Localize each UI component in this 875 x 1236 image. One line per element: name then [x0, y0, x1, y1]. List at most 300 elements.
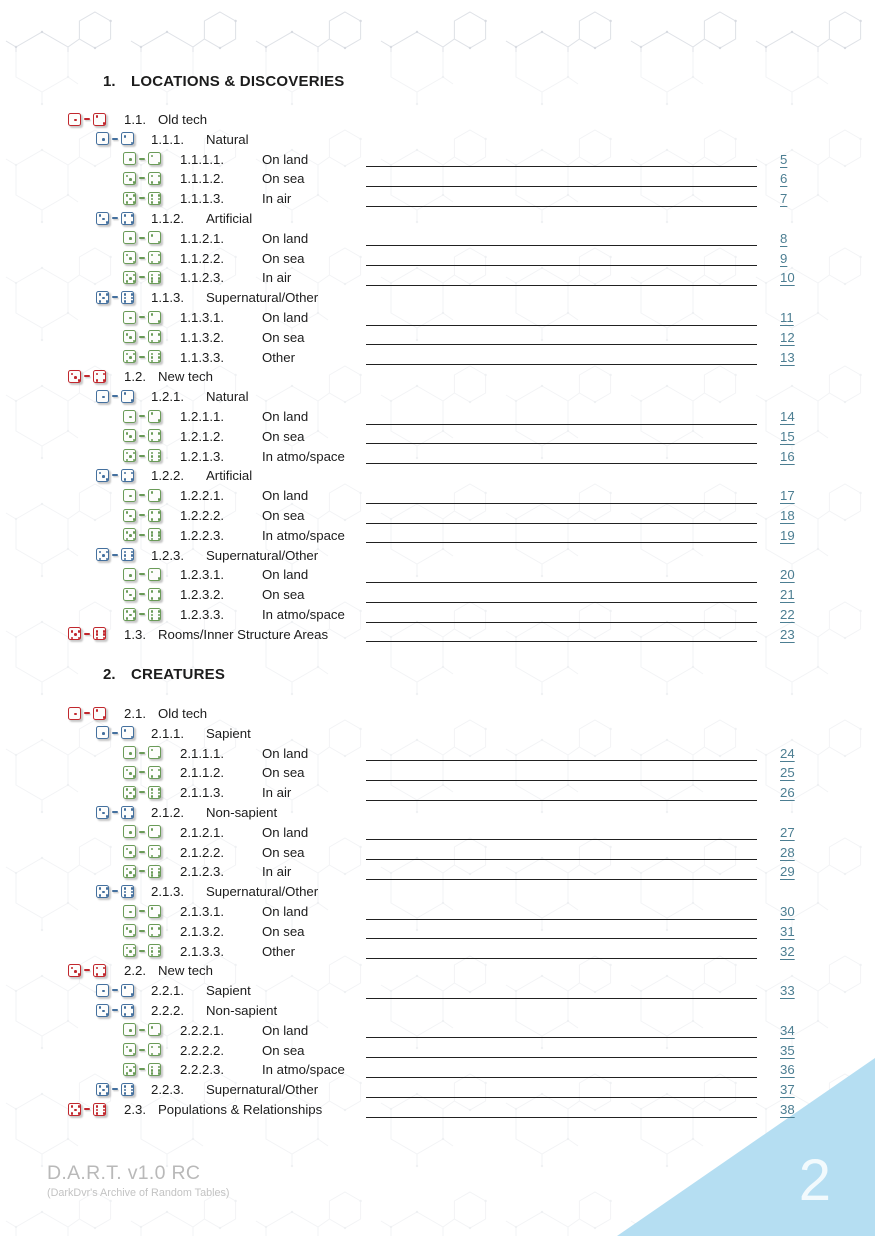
range-dash-icon: [84, 1108, 90, 1110]
die-6-icon: [148, 528, 161, 541]
die-pip: [158, 855, 161, 858]
die-pip: [129, 1069, 132, 1072]
die-pip: [106, 478, 109, 481]
toc-row: [0, 1101, 875, 1121]
die-pip: [151, 874, 154, 877]
toc-row: [0, 249, 875, 269]
die-4-icon: [148, 429, 161, 442]
dice-range-icon: [123, 172, 161, 185]
die-3-icon: [123, 172, 136, 185]
row-label: On land: [262, 488, 309, 504]
die-1-icon: [123, 1023, 136, 1036]
row-label: On land: [262, 1022, 309, 1038]
die-2-icon: [148, 152, 161, 165]
die-3-icon: [96, 1004, 109, 1017]
toc-row: [0, 467, 875, 487]
die-pip: [131, 551, 134, 554]
die-2-icon: [93, 707, 106, 720]
die-pip: [102, 812, 105, 815]
page-link[interactable]: 18: [780, 508, 795, 523]
die-3-icon: [123, 251, 136, 264]
die-pip: [131, 300, 134, 303]
page-link[interactable]: 23: [780, 626, 795, 642]
die-pip: [158, 280, 161, 283]
page-link[interactable]: 30: [780, 904, 795, 919]
die-5-icon: [123, 1063, 136, 1076]
die-3-icon: [123, 766, 136, 779]
die-pip: [151, 181, 154, 184]
die-pip: [102, 396, 105, 399]
die-pip: [103, 716, 106, 719]
dice-range-icon: [123, 845, 161, 858]
row-number: 1.2.: [124, 369, 146, 385]
die-pip: [129, 871, 132, 874]
page-link[interactable]: 34: [780, 1022, 795, 1038]
page-link[interactable]: 15: [780, 428, 795, 444]
die-pip: [151, 1066, 154, 1069]
die-pip: [124, 887, 127, 890]
die-1-icon: [123, 410, 136, 423]
die-pip: [158, 432, 161, 435]
die-pip: [103, 373, 106, 376]
toc-row: [0, 804, 875, 824]
die-pip: [158, 1053, 161, 1056]
row-number: 1.2.1.3.: [180, 448, 224, 464]
die-2-icon: [121, 132, 134, 145]
page-link[interactable]: 31: [780, 923, 795, 939]
die-pip: [151, 571, 154, 574]
page-link[interactable]: 16: [780, 448, 795, 464]
toc-row: [0, 566, 875, 586]
die-pip: [151, 194, 154, 197]
toc-row: [0, 823, 875, 843]
page-link[interactable]: 27: [780, 824, 795, 840]
range-dash-icon: [112, 732, 118, 734]
page-link[interactable]: 32: [780, 943, 795, 959]
die-pip: [126, 280, 129, 283]
die-pip: [158, 261, 161, 264]
page-link[interactable]: 17: [780, 488, 795, 504]
die-pip: [126, 511, 129, 514]
page-link[interactable]: 28: [780, 844, 795, 860]
die-pip: [151, 274, 154, 277]
row-number: 1.2.2.3.: [180, 527, 224, 543]
dice-range-icon: [123, 271, 161, 284]
row-number: 2.1.2.2.: [180, 844, 224, 860]
die-pip: [158, 914, 161, 917]
toc-row: [0, 170, 875, 190]
die-pip: [151, 855, 154, 858]
die-pip: [133, 855, 136, 858]
row-number: 1.1.1.1.: [180, 151, 224, 167]
dice-range-icon: [96, 885, 134, 898]
row-label: Old tech: [158, 112, 208, 127]
leader-line: [366, 447, 757, 464]
die-3-icon: [123, 845, 136, 858]
die-pip: [102, 891, 105, 894]
die-pip: [158, 1066, 161, 1069]
row-label: On land: [262, 409, 309, 424]
die-pip: [96, 1105, 99, 1108]
die-1-icon: [123, 489, 136, 502]
row-number: 1.2.2.1.: [180, 488, 224, 504]
row-label: On land: [262, 904, 309, 919]
row-number: 1.1.2.3.: [180, 270, 224, 286]
page-link[interactable]: 29: [780, 864, 795, 880]
page-link[interactable]: 6: [780, 171, 788, 187]
page-link[interactable]: 5: [780, 151, 788, 167]
dice-range-icon: [123, 865, 161, 878]
die-pip: [102, 732, 105, 735]
die-2-icon: [121, 726, 134, 739]
row-number: 1.1.3.2.: [180, 329, 224, 345]
toc-row: [0, 269, 875, 289]
range-dash-icon: [139, 257, 145, 259]
die-pip: [151, 848, 154, 851]
die-pip: [133, 788, 136, 791]
row-label: On land: [262, 151, 309, 167]
die-pip: [124, 1006, 127, 1009]
toc-row: [0, 427, 875, 447]
row-label: On land: [262, 310, 309, 325]
die-pip: [158, 868, 161, 871]
range-dash-icon: [84, 118, 90, 120]
die-pip: [131, 554, 134, 557]
row-number: 2.2.3.: [151, 1082, 184, 1098]
die-5-icon: [96, 548, 109, 561]
die-pip: [99, 808, 102, 811]
die-pip: [102, 554, 105, 557]
toc-row: [0, 764, 875, 784]
range-dash-icon: [112, 811, 118, 813]
die-pip: [158, 320, 161, 323]
row-label: Natural: [206, 131, 249, 147]
die-pip: [103, 122, 106, 125]
row-label: Supernatural/Other: [206, 547, 319, 563]
die-pip: [133, 452, 136, 455]
range-dash-icon: [139, 752, 145, 754]
die-pip: [124, 478, 127, 481]
row-number: 1.1.2.: [151, 211, 184, 226]
row-label: On sea: [262, 844, 305, 860]
die-pip: [133, 459, 136, 462]
leader-line: [366, 507, 757, 524]
row-number: 1.2.3.: [151, 547, 184, 563]
die-pip: [151, 1053, 154, 1056]
die-pip: [129, 1029, 132, 1032]
die-1-icon: [123, 311, 136, 324]
range-dash-icon: [139, 831, 145, 833]
range-dash-icon: [112, 217, 118, 219]
die-3-icon: [123, 429, 136, 442]
page-link[interactable]: 36: [780, 1062, 795, 1078]
row-label: New tech: [158, 963, 213, 979]
die-pip: [151, 610, 154, 613]
die-pip: [124, 1092, 127, 1095]
die-1-icon: [68, 113, 81, 126]
die-pip: [99, 472, 102, 475]
die-pip: [126, 360, 129, 363]
die-pip: [158, 175, 161, 178]
die-pip: [126, 874, 129, 877]
range-dash-icon: [112, 395, 118, 397]
die-5-icon: [123, 944, 136, 957]
die-pip: [151, 828, 154, 831]
dice-range-icon: [68, 964, 106, 977]
die-pip: [158, 577, 161, 580]
dice-range-icon: [96, 469, 134, 482]
leader-line: [366, 249, 757, 266]
leader-line: [366, 922, 757, 939]
page-link[interactable]: 24: [780, 745, 795, 761]
row-number: 2.3.: [124, 1102, 146, 1117]
page-link[interactable]: 9: [780, 250, 788, 266]
leader-line: [366, 170, 757, 187]
range-dash-icon: [84, 969, 90, 971]
page-link[interactable]: 25: [780, 765, 795, 781]
die-pip: [103, 1109, 106, 1112]
page-link[interactable]: 19: [780, 527, 795, 543]
die-pip: [133, 353, 136, 356]
die-6-icon: [121, 291, 134, 304]
die-pip: [131, 887, 134, 890]
die-pip: [131, 736, 134, 739]
row-label: Old tech: [158, 706, 208, 721]
die-pip: [151, 1072, 154, 1075]
toc-row: [0, 1081, 875, 1101]
die-pip: [129, 594, 132, 597]
page-link[interactable]: 7: [780, 191, 788, 207]
dice-range-icon: [123, 528, 161, 541]
die-pip: [151, 1046, 154, 1049]
dice-range-icon: [123, 489, 161, 502]
die-pip: [126, 432, 129, 435]
die-pip: [124, 894, 127, 897]
die-pip: [151, 280, 154, 283]
leader-line: [366, 1061, 757, 1078]
die-4-icon: [121, 212, 134, 225]
page-link[interactable]: 12: [780, 329, 795, 345]
page-link[interactable]: 33: [780, 983, 795, 999]
page-link[interactable]: 20: [780, 567, 795, 583]
die-pip: [129, 950, 132, 953]
die-pip: [102, 218, 105, 221]
die-pip: [74, 633, 77, 636]
die-pip: [131, 221, 134, 224]
range-dash-icon: [84, 375, 90, 377]
die-pip: [126, 274, 129, 277]
die-pip: [126, 194, 129, 197]
row-label: Artificial: [206, 211, 253, 226]
die-pip: [96, 1109, 99, 1112]
die-pip: [129, 574, 132, 577]
leader-line: [366, 625, 757, 642]
die-5-icon: [123, 865, 136, 878]
die-pip: [129, 792, 132, 795]
die-pip: [158, 254, 161, 257]
die-pip: [102, 475, 105, 478]
die-pip: [151, 538, 154, 541]
die-pip: [74, 1109, 77, 1112]
range-dash-icon: [139, 276, 145, 278]
die-pip: [124, 1089, 127, 1092]
die-pip: [124, 135, 127, 138]
page-link[interactable]: 13: [780, 349, 795, 365]
die-pip: [151, 432, 154, 435]
die-6-icon: [121, 885, 134, 898]
page-link[interactable]: 8: [780, 230, 788, 246]
die-6-icon: [148, 786, 161, 799]
range-dash-icon: [139, 158, 145, 160]
page-link[interactable]: 26: [780, 785, 795, 801]
range-dash-icon: [139, 910, 145, 912]
range-dash-icon: [84, 712, 90, 714]
die-pip: [126, 868, 129, 871]
row-number: 1.2.2.2.: [180, 508, 224, 523]
die-pip: [133, 518, 136, 521]
die-pip: [129, 455, 132, 458]
die-pip: [151, 175, 154, 178]
row-number: 2.1.3.: [151, 884, 184, 900]
range-dash-icon: [139, 177, 145, 179]
dice-range-icon: [123, 509, 161, 522]
die-1-icon: [123, 231, 136, 244]
row-number: 2.2.2.2.: [180, 1042, 224, 1058]
row-label: On land: [262, 567, 309, 583]
page-link[interactable]: 14: [780, 409, 795, 424]
die-2-icon: [148, 746, 161, 759]
die-pip: [133, 597, 136, 600]
row-number: 2.1.1.2.: [180, 765, 224, 781]
die-pip: [151, 597, 154, 600]
page-link[interactable]: 10: [780, 270, 795, 286]
die-pip: [74, 970, 77, 973]
die-pip: [106, 300, 109, 303]
die-pip: [151, 775, 154, 778]
die-pip: [151, 412, 154, 415]
die-5-icon: [123, 350, 136, 363]
row-label: In air: [262, 270, 292, 286]
die-pip: [126, 538, 129, 541]
die-pip: [74, 119, 77, 122]
die-pip: [129, 831, 132, 834]
die-pip: [151, 360, 154, 363]
leader-line: [366, 487, 757, 504]
leader-line: [366, 942, 757, 959]
page-link[interactable]: 38: [780, 1102, 795, 1117]
dice-range-icon: [96, 806, 134, 819]
toc-row: [0, 863, 875, 883]
die-pip: [126, 531, 129, 534]
range-dash-icon: [139, 356, 145, 358]
die-pip: [129, 911, 132, 914]
die-pip: [158, 439, 161, 442]
page-link[interactable]: 22: [780, 607, 795, 622]
die-pip: [99, 1085, 102, 1088]
die-pip: [106, 887, 109, 890]
die-pip: [129, 851, 132, 854]
page-link[interactable]: 35: [780, 1042, 795, 1058]
die-pip: [158, 934, 161, 937]
row-number: 1.2.3.2.: [180, 587, 224, 603]
row-number: 2.1.2.: [151, 805, 184, 820]
die-pip: [106, 293, 109, 296]
row-number: 2.1.3.1.: [180, 904, 224, 919]
leader-line: [366, 408, 757, 425]
toc-row: [0, 1021, 875, 1041]
die-4-icon: [93, 370, 106, 383]
die-pip: [106, 1092, 109, 1095]
die-pip: [99, 1092, 102, 1095]
die-5-icon: [68, 627, 81, 640]
row-number: 1.1.3.: [151, 290, 184, 306]
die-4-icon: [148, 588, 161, 601]
leader-line: [366, 863, 757, 880]
die-pip: [131, 1092, 134, 1095]
die-2-icon: [148, 905, 161, 918]
die-pip: [133, 874, 136, 877]
die-pip: [99, 1006, 102, 1009]
die-pip: [151, 788, 154, 791]
die-4-icon: [93, 964, 106, 977]
die-pip: [96, 115, 99, 118]
die-4-icon: [148, 509, 161, 522]
dice-range-icon: [68, 370, 106, 383]
die-pip: [126, 201, 129, 204]
die-pip: [99, 300, 102, 303]
die-pip: [158, 769, 161, 772]
range-dash-icon: [112, 474, 118, 476]
range-dash-icon: [139, 930, 145, 932]
die-pip: [99, 214, 102, 217]
die-pip: [124, 554, 127, 557]
row-label: In atmo/space: [262, 1062, 345, 1078]
page-link[interactable]: 37: [780, 1082, 795, 1098]
dice-range-icon: [123, 429, 161, 442]
die-5-icon: [123, 608, 136, 621]
dice-range-icon: [123, 330, 161, 343]
die-pip: [151, 333, 154, 336]
die-pip: [71, 630, 74, 633]
die-3-icon: [123, 330, 136, 343]
die-pip: [124, 808, 127, 811]
toc-row: [0, 150, 875, 170]
row-label: Non-sapient: [206, 1003, 278, 1018]
die-pip: [151, 871, 154, 874]
die-4-icon: [148, 924, 161, 937]
die-pip: [151, 313, 154, 316]
die-pip: [131, 993, 134, 996]
row-number: 1.1.3.3.: [180, 349, 224, 365]
range-dash-icon: [139, 613, 145, 615]
page-link[interactable]: 21: [780, 587, 795, 603]
die-pip: [126, 947, 129, 950]
range-dash-icon: [139, 950, 145, 952]
leader-line: [366, 1101, 757, 1118]
die-6-icon: [148, 449, 161, 462]
leader-line: [366, 150, 757, 167]
die-pip: [131, 558, 134, 561]
die-3-icon: [96, 469, 109, 482]
dice-range-icon: [96, 726, 134, 739]
page-link[interactable]: 11: [780, 310, 794, 325]
die-pip: [151, 614, 154, 617]
die-pip: [133, 795, 136, 798]
toc-row: [0, 408, 875, 428]
die-pip: [103, 973, 106, 976]
die-pip: [133, 194, 136, 197]
die-6-icon: [148, 1063, 161, 1076]
